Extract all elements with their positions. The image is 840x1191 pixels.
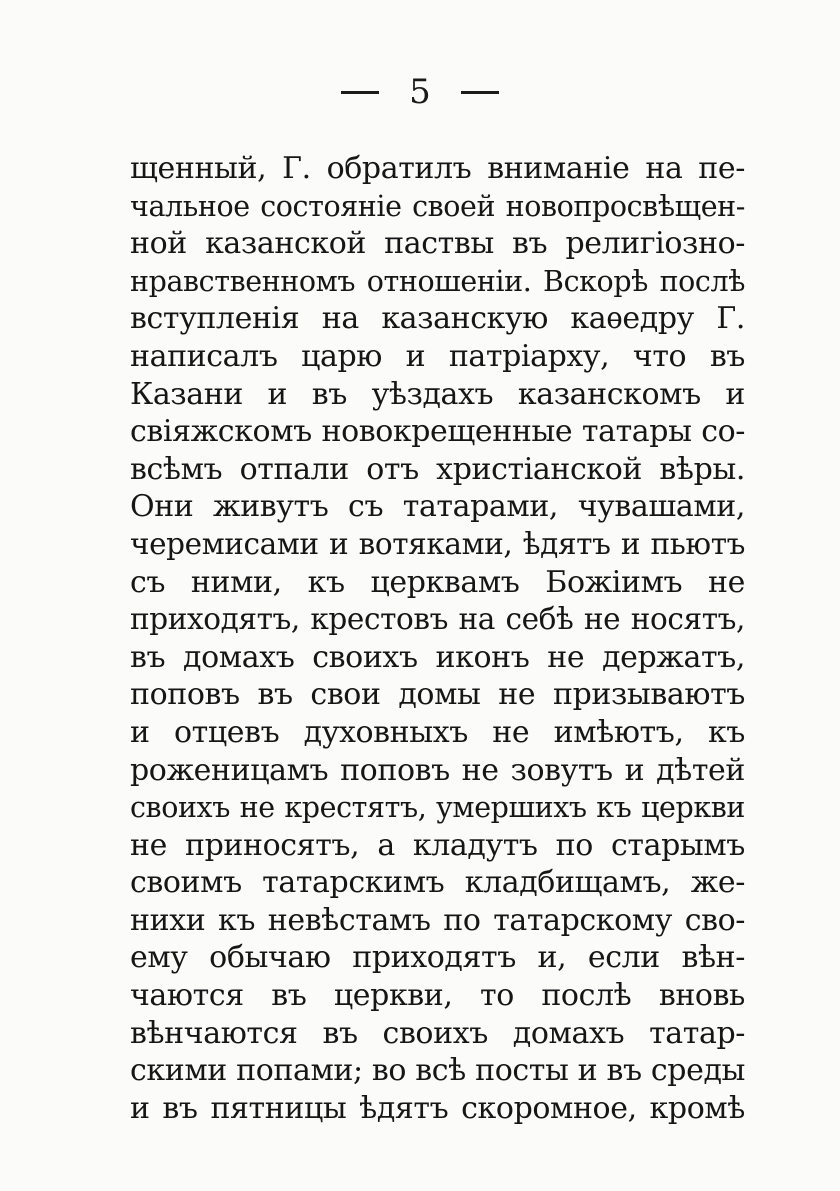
text-line: приходятъ, крестовъ на себѣ не носятъ, — [130, 602, 745, 637]
page-number: 5 — [409, 72, 431, 112]
text-line: нихи къ невѣстамъ по татарскому сво- — [130, 902, 745, 938]
page-header — [0, 72, 840, 112]
text-line: роженицамъ поповъ не зовутъ и дѣтей — [130, 752, 745, 788]
text-line: черемисами и вотяками, ѣдятъ и пьютъ — [130, 526, 745, 561]
text-line: и отцевъ духовныхъ не имѣютъ, къ — [130, 714, 745, 750]
header-right-dash — [461, 91, 499, 94]
text-line: своихъ не крестятъ, умершихъ къ церкви — [130, 791, 745, 825]
text-line: вѣнчаются въ своихъ домахъ татар- — [130, 1015, 745, 1051]
text-line: нравственномъ отношеніи. Вскорѣ послѣ — [130, 264, 745, 298]
text-line: ной казанской паствы въ религіозно- — [130, 226, 745, 262]
text-line: съ ними, къ церквамъ Божіимъ не — [130, 564, 745, 600]
text-line: Они живутъ съ татарами, чувашами, — [130, 489, 745, 525]
text-line: своимъ татарскимъ кладбищамъ, же- — [130, 865, 745, 901]
header-left-dash — [341, 91, 379, 94]
text-line: и въ пятницы ѣдятъ скоромное, кромѣ — [130, 1090, 745, 1126]
text-line: чальное состояніе своей новопросвѣщен- — [130, 189, 745, 223]
text-line: свіяжскомъ новокрещенные татары со- — [130, 414, 745, 450]
text-line: всѣмъ отпали отъ христіанской вѣры. — [130, 451, 745, 487]
text-line: поповъ въ свои домы не призываютъ — [130, 677, 745, 713]
text-line: щенный, Г. обратилъ вниманіе на пе- — [130, 151, 745, 186]
body-text — [130, 150, 745, 1127]
text-line: въ домахъ своихъ иконъ не держатъ, — [130, 639, 745, 675]
text-line: чаются въ церкви, то послѣ вновь — [130, 978, 745, 1014]
text-line: ему обычаю приходятъ и, если вѣн- — [130, 940, 745, 976]
text-line: Казани и въ уѣздахъ казанскомъ и — [130, 376, 745, 412]
text-line: скими попами; во всѣ посты и въ среды — [130, 1053, 745, 1089]
text-line: вступленія на казанскую каѳедру Г. — [130, 301, 745, 337]
text-line: написалъ царю и патріарху, что въ — [130, 338, 745, 374]
text-line: не приносятъ, а кладутъ по старымъ — [130, 827, 745, 863]
